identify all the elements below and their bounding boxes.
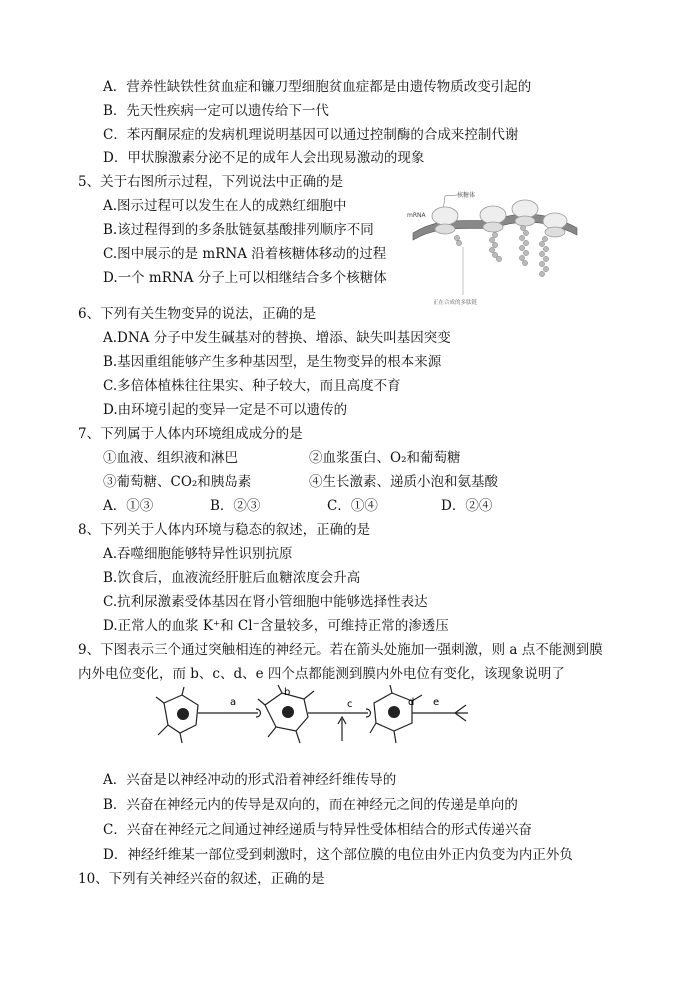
q7-item-4: ④生长激素、递质小泡和氨基酸 (309, 474, 498, 490)
q5-option-a: A.图示过程可以发生在人的成熟红细胞中 (103, 198, 347, 214)
q7-choice-c: C．①④ (327, 498, 378, 514)
q6-option-a: A.DNA 分子中发生碱基对的替换、增添、缺失叫基因突变 (103, 330, 451, 346)
ribosome-label: 核糖体 (457, 192, 476, 199)
neuron-1-nucleus (177, 708, 189, 720)
q9-option-c: C．兴奋在神经元之间通过神经递质与特异性受体相结合的形式传递兴奋 (103, 822, 532, 838)
q6-option-c: C.多倍体植株往往果实、种子较大，而且高度不育 (103, 378, 401, 394)
q9-option-b: B．兴奋在神经元内的传导是双向的，而在神经元之间的传递是单向的 (103, 797, 518, 813)
neuron-3-nucleus (388, 706, 400, 718)
q9-stem-line2: 内外电位变化，而 b、c、d、e 四个点都能测到膜内外电位有变化，该现象说明了 (78, 666, 565, 682)
point-d: d (408, 697, 415, 708)
polyribosome-figure (405, 183, 585, 308)
q4-option-b: B．先天性疾病一定可以遗传给下一代 (103, 103, 329, 119)
polypeptide-caption: 正在合成的多肽链 (433, 300, 478, 306)
q8-option-a: A.吞噬细胞能够特异性识别抗原 (103, 546, 293, 562)
q8-option-c: C.抗利尿激素受体基因在肾小管细胞中能够选择性表达 (103, 594, 428, 610)
q5-stem: 5、关于右图所示过程，下列说法中正确的是 (78, 174, 344, 190)
point-a: a (230, 697, 237, 708)
q9-option-a: A．兴奋是以神经冲动的形式沿着神经纤维传导的 (103, 772, 397, 788)
q7-item-1: ①血液、组织液和淋巴 (103, 450, 238, 466)
stimulus-arrow-icon (338, 717, 346, 741)
q4-option-d: D．甲状腺激素分泌不足的成年人会出现易激动的现象 (103, 150, 425, 166)
q7-choice-a: A．①③ (103, 498, 154, 514)
point-e: e (433, 697, 440, 708)
neuron-2-nucleus (282, 706, 294, 718)
q5-option-b: B.该过程得到的多条肽链氨基酸排列顺序不同 (103, 222, 374, 238)
polypeptide-chains (454, 225, 548, 276)
q7-choice-b: B．②③ (210, 498, 261, 514)
q7-choice-d: D．②④ (441, 498, 493, 514)
point-c: c (347, 699, 353, 710)
ribosome-1 (432, 207, 458, 234)
q6-option-b: B.基因重组能够产生多种基因型，是生物变异的根本来源 (103, 354, 442, 370)
q4-option-a: A．营养性缺铁性贫血症和镰刀型细胞贫血症都是由遗传物质改变引起的 (103, 79, 532, 95)
q6-option-d: D.由环境引起的变异一定是不可以遗传的 (103, 402, 348, 418)
q6-stem: 6、下列有关生物变异的说法，正确的是 (78, 306, 317, 322)
q7-item-2: ②血浆蛋白、O₂和葡萄糖 (309, 450, 461, 466)
q5-option-c: C.图中展示的是 mRNA 沿着核糖体移动的过程 (103, 246, 387, 262)
q5-option-d: D.一个 mRNA 分子上可以相继结合多个核糖体 (103, 270, 387, 286)
q10-stem: 10、下列有关神经兴奋的叙述，正确的是 (78, 871, 325, 887)
q8-option-d: D.正常人的血浆 K⁺和 Cl⁻含量较多，可维持正常的渗透压 (103, 618, 449, 634)
ribosome-2 (480, 206, 506, 232)
point-b: b (284, 687, 291, 698)
q8-option-b: B.饮食后，血液流经肝脏后血糖浓度会升高 (103, 570, 361, 586)
q9-option-d: D．神经纤维某一部位受到刺激时，这个部位膜的电位由外正内负变为内正外负 (103, 847, 573, 863)
ribosome-4 (543, 213, 567, 237)
mrna-label: mRNA (407, 212, 426, 219)
neuron-chain-figure (150, 683, 490, 753)
q8-stem: 8、下列关于人体内环境与稳态的叙述，正确的是 (78, 522, 371, 538)
q7-stem: 7、下列属于人体内环境组成成分的是 (78, 426, 303, 442)
ribosome-3 (512, 200, 538, 226)
q4-option-c: C．苯丙酮尿症的发病机理说明基因可以通过控制酶的合成来控制代谢 (103, 127, 519, 143)
q7-item-3: ③葡萄糖、CO₂和胰岛素 (103, 474, 252, 490)
q9-stem-line1: 9、下图表示三个通过突触相连的神经元。若在箭头处施加一强刺激，则 a 点不能测到膜 (78, 642, 603, 658)
